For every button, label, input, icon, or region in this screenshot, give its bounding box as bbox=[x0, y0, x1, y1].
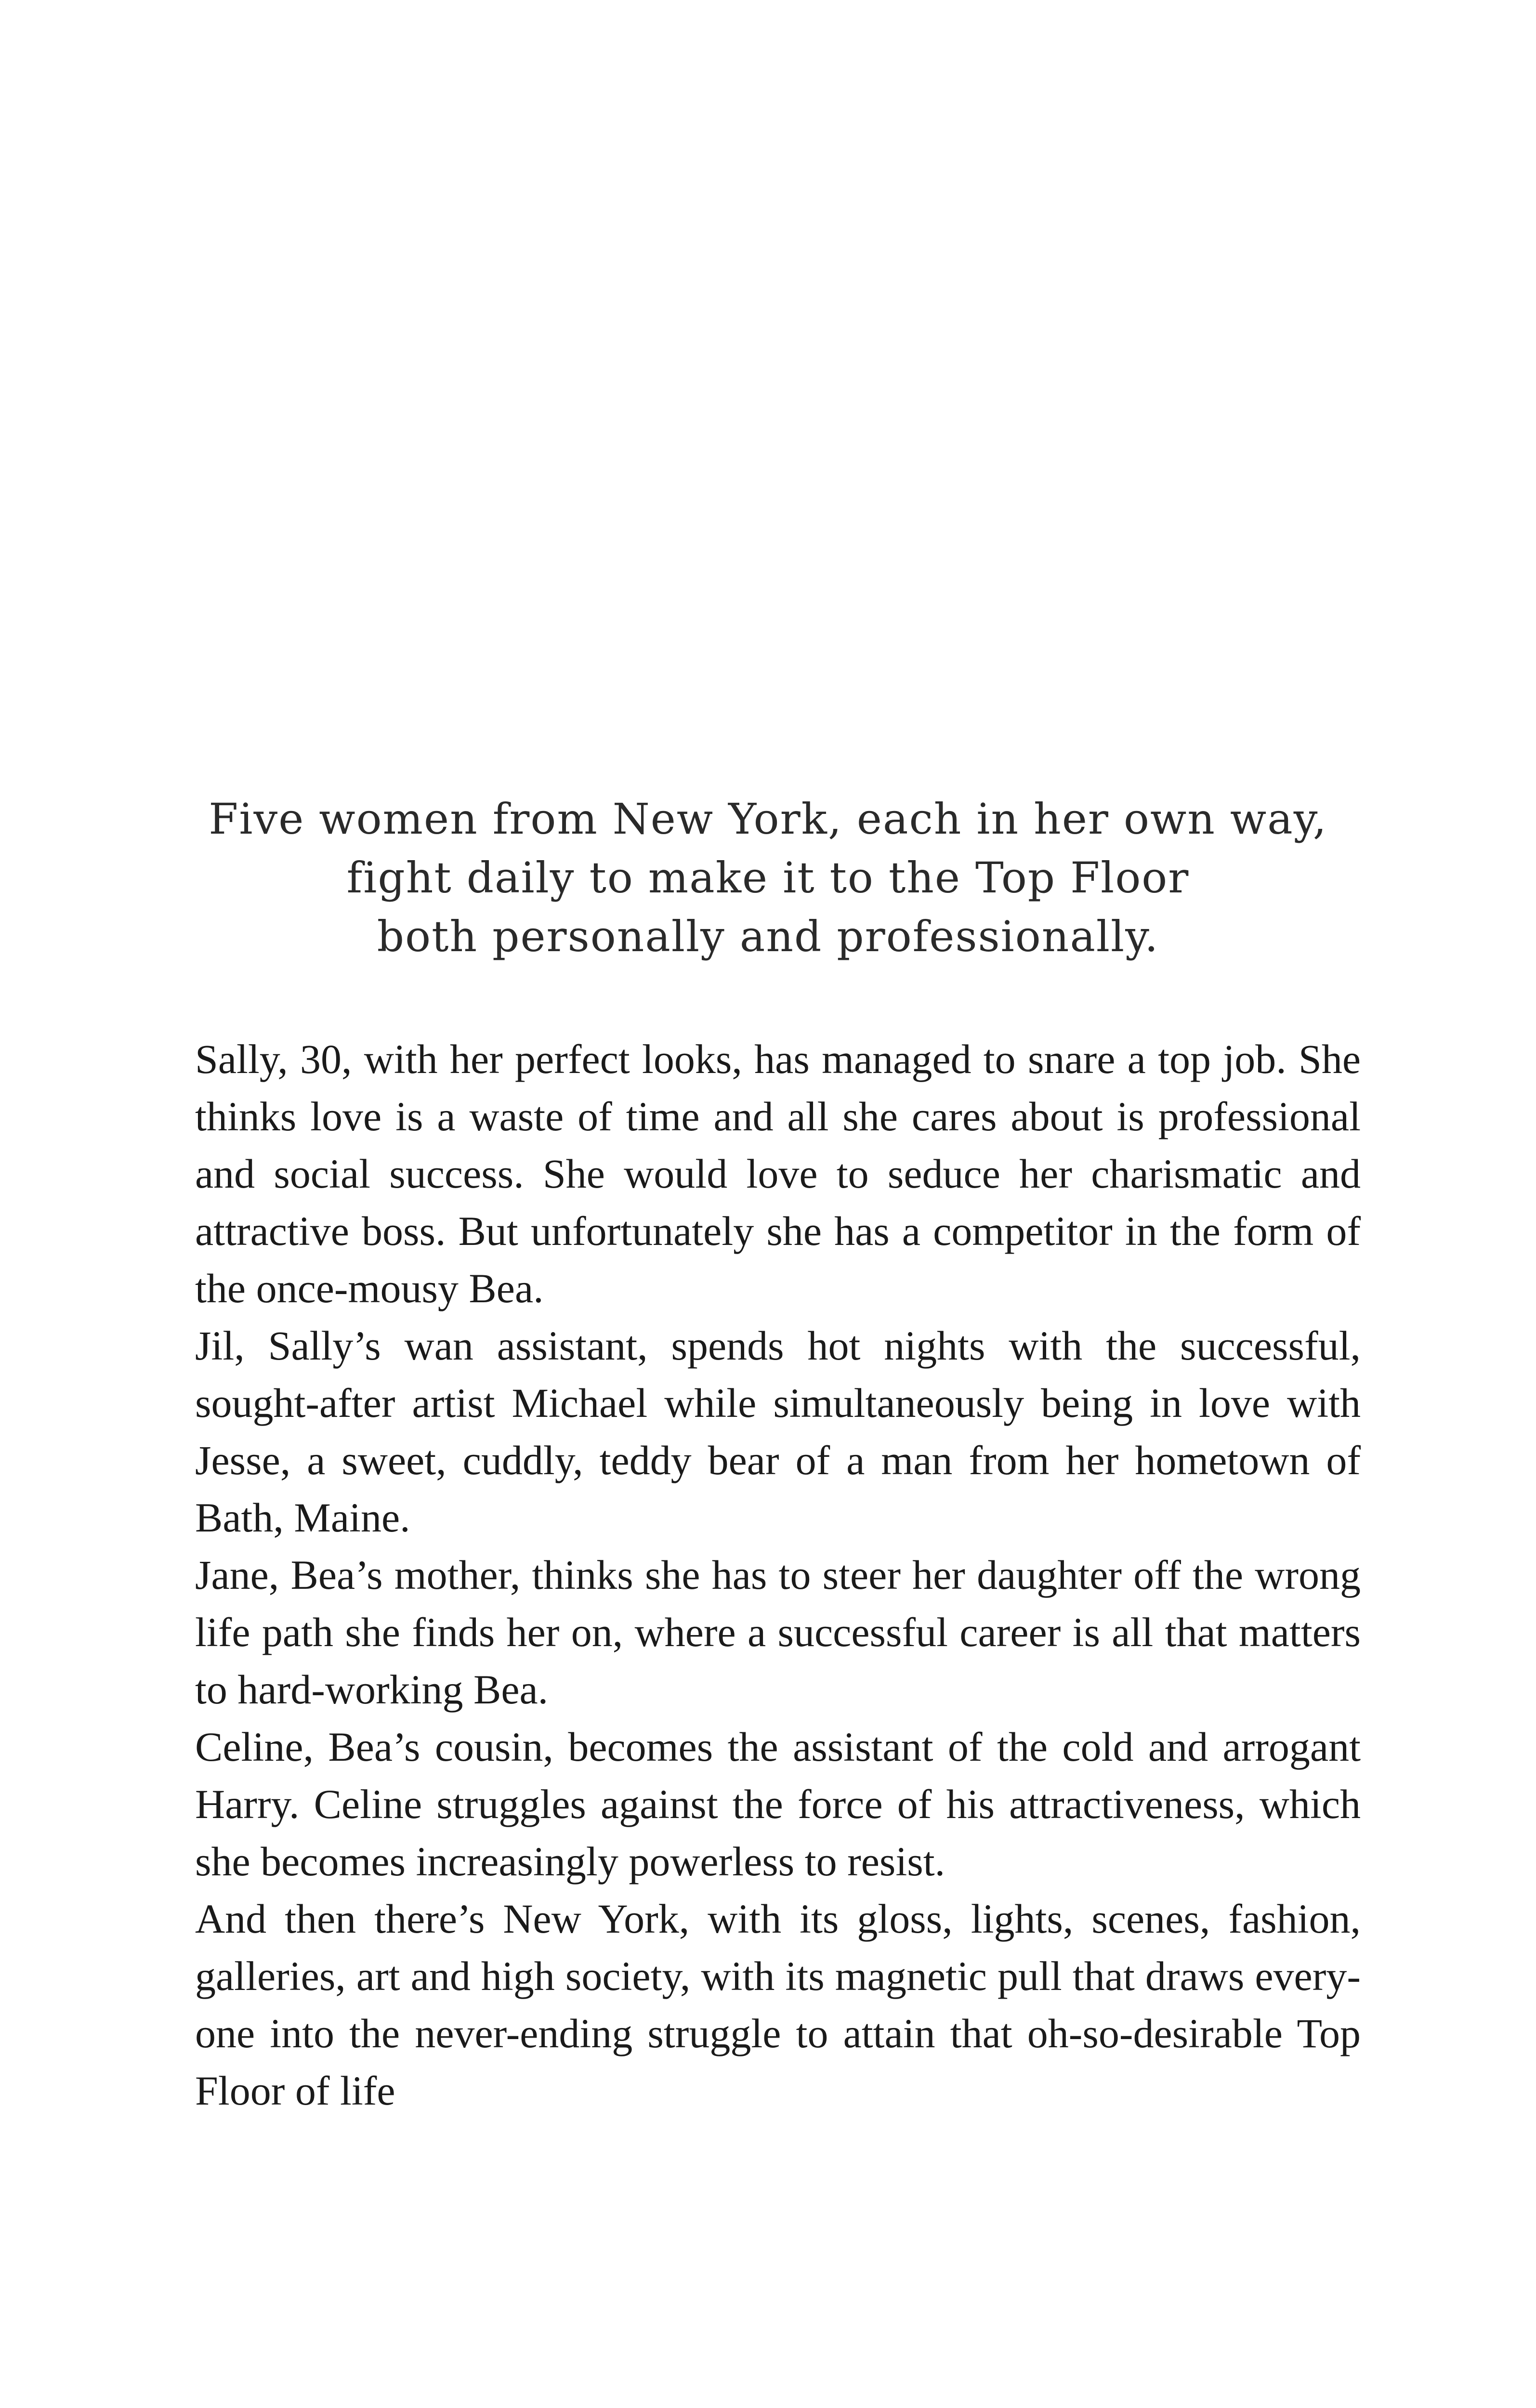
tagline-line-1: Five women from New York, each in her own way, bbox=[209, 794, 1327, 844]
tagline-block bbox=[0, 790, 1536, 966]
tagline-line-3: both personally and professionally. bbox=[377, 912, 1159, 961]
paragraph-sally: Sally, 30, with her perfect looks, has managed to snare a top job. She thinks love is a waste of time and all she cares about is professional and social success. She would love to seduce her charismatic and attractive boss. But unfortunately she has a competitor in the form of the once-mousy Bea. bbox=[195, 1036, 1361, 1311]
paragraph-new-york: And then there’s New York, with its gloss, lights, scenes, fashion, galleries, art and high society, with its magnetic pull that draws everyone into the never-ending struggle to attain that oh-so-desirable Top Floor of life bbox=[195, 1896, 1361, 2114]
paragraph-jane: Jane, Bea’s mother, thinks she has to steer her daughter off the wrong life path she finds her on, where a successful career is all that matters to hard-working Bea. bbox=[195, 1552, 1361, 1713]
paragraph-celine: Celine, Bea’s cousin, becomes the assistant of the cold and arrogant Harry. Celine struggles against the force of his attractiveness, which she becomes increasingly powerless to resist. bbox=[195, 1724, 1361, 1885]
blurb-body bbox=[195, 1031, 1361, 2120]
paragraph-jil: Jil, Sally’s wan assistant, spends hot nights with the successful, sought-after artist Michael while simultaneously being in love with Jesse, a sweet, cuddly, teddy bear of a man from her hometown of Bath, Maine. bbox=[195, 1322, 1361, 1541]
tagline-line-2: fight daily to make it to the Top Floor bbox=[346, 853, 1190, 903]
